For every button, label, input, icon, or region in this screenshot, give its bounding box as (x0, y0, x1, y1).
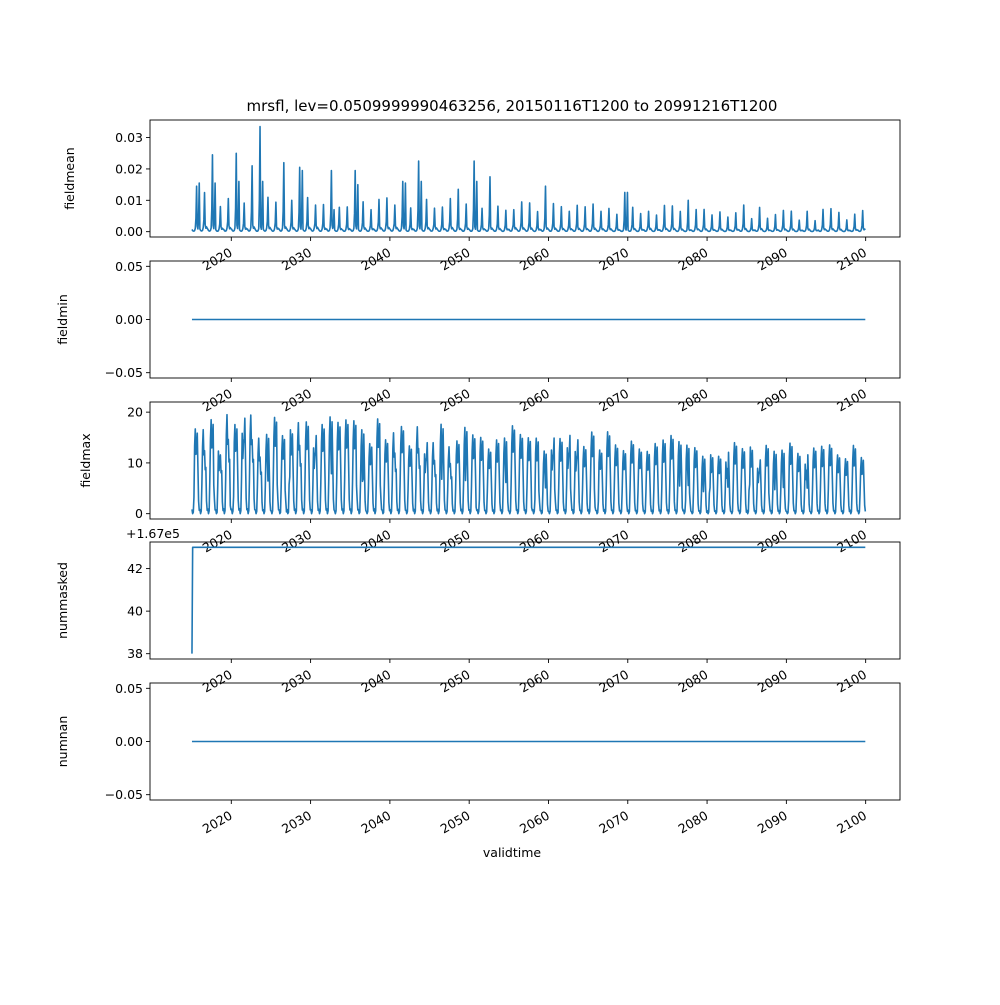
series-line-fieldmax (192, 415, 865, 514)
y-tick-label-numnan: 0.05 (115, 680, 143, 696)
y-tick-label-numnan: −0.05 (104, 787, 143, 803)
y-axis-label-numnan: numnan (55, 715, 70, 768)
x-tick-label: 2080 (675, 526, 711, 556)
y-tick-label-nummasked: 42 (127, 561, 143, 577)
x-tick-label: 2050 (437, 526, 473, 556)
axes-frame-nummasked (150, 542, 900, 659)
x-tick-label: 2020 (199, 385, 235, 415)
y-tick-label-fieldmean: 0.01 (115, 192, 143, 208)
x-tick-label: 2040 (358, 807, 394, 837)
x-tick-label: 2050 (437, 385, 473, 415)
x-tick-label: 2040 (358, 244, 394, 274)
y-tick-label-fieldmax: 0 (135, 506, 143, 522)
y-tick-label-nummasked: 38 (127, 646, 143, 662)
x-tick-label: 2060 (516, 807, 552, 837)
y-tick-label-numnan: 0.00 (115, 734, 143, 749)
x-tick-label: 2080 (675, 385, 711, 415)
y-tick-label-nummasked: 40 (127, 603, 143, 619)
y-tick-label-fieldmin: −0.05 (104, 365, 143, 381)
x-tick-label: 2100 (834, 807, 870, 837)
x-tick-label: 2040 (358, 526, 394, 556)
x-tick-label: 2060 (516, 526, 552, 556)
x-tick-label: 2100 (834, 526, 870, 556)
x-tick-label: 2040 (358, 385, 394, 415)
x-tick-label: 2090 (754, 666, 790, 696)
x-tick-label: 2030 (279, 244, 315, 274)
y-tick-label-fieldmean: 0.02 (115, 161, 143, 177)
panel-fieldmax (78, 402, 900, 556)
x-tick-label: 2070 (596, 526, 632, 556)
y-axis-label-fieldmax: fieldmax (78, 433, 93, 488)
series-line-fieldmean (192, 127, 865, 232)
x-tick-label: 2100 (834, 385, 870, 415)
x-tick-label: 2100 (834, 244, 870, 274)
x-tick-label: 2050 (437, 666, 473, 696)
panel-nummasked (55, 526, 900, 696)
x-tick-label: 2090 (754, 807, 790, 837)
x-tick-label: 2070 (596, 244, 632, 274)
x-tick-label: 2020 (199, 666, 235, 696)
x-tick-label: 2040 (358, 666, 394, 696)
x-tick-label: 2060 (516, 666, 552, 696)
x-tick-label: 2060 (516, 385, 552, 415)
y-tick-label-fieldmax: 20 (127, 404, 143, 420)
y-tick-label-fieldmean: 0.00 (115, 224, 143, 240)
x-tick-label: 2030 (279, 385, 315, 415)
x-tick-label: 2050 (437, 807, 473, 837)
panel-fieldmean (62, 120, 900, 274)
series-line-nummasked (192, 547, 865, 653)
x-tick-label: 2020 (199, 526, 235, 556)
x-tick-label: 2030 (279, 526, 315, 556)
y-tick-label-fieldmax: 10 (127, 455, 143, 471)
x-tick-label: 2070 (596, 385, 632, 415)
x-tick-label: 2020 (199, 244, 235, 274)
panel-numnan (55, 681, 900, 837)
x-tick-label: 2060 (516, 244, 552, 274)
y-tick-label-fieldmin: 0.05 (115, 258, 143, 274)
chart-title: mrsfl, lev=0.0509999990463256, 20150116T1200 to 20991216T1200 (246, 97, 778, 115)
x-tick-label: 2090 (754, 385, 790, 415)
x-axis-label: validtime (482, 845, 542, 860)
y-tick-label-fieldmin: 0.00 (115, 312, 143, 327)
x-tick-label: 2070 (596, 807, 632, 837)
panel-fieldmin (55, 259, 900, 415)
x-tick-label: 2070 (596, 666, 632, 696)
x-tick-label: 2080 (675, 807, 711, 837)
x-tick-label: 2080 (675, 244, 711, 274)
y-tick-label-fieldmean: 0.03 (115, 130, 143, 146)
x-tick-label: 2080 (675, 666, 711, 696)
x-tick-label: 2090 (754, 244, 790, 274)
y-offset-label: +1.67e5 (126, 526, 180, 541)
x-tick-label: 2020 (199, 807, 235, 837)
y-axis-label-fieldmean: fieldmean (62, 147, 77, 210)
x-tick-label: 2090 (754, 526, 790, 556)
x-tick-label: 2100 (834, 666, 870, 696)
x-tick-label: 2050 (437, 244, 473, 274)
x-tick-label: 2030 (279, 666, 315, 696)
y-axis-label-fieldmin: fieldmin (55, 294, 70, 345)
x-tick-label: 2030 (279, 807, 315, 837)
y-axis-label-nummasked: nummasked (55, 562, 70, 639)
